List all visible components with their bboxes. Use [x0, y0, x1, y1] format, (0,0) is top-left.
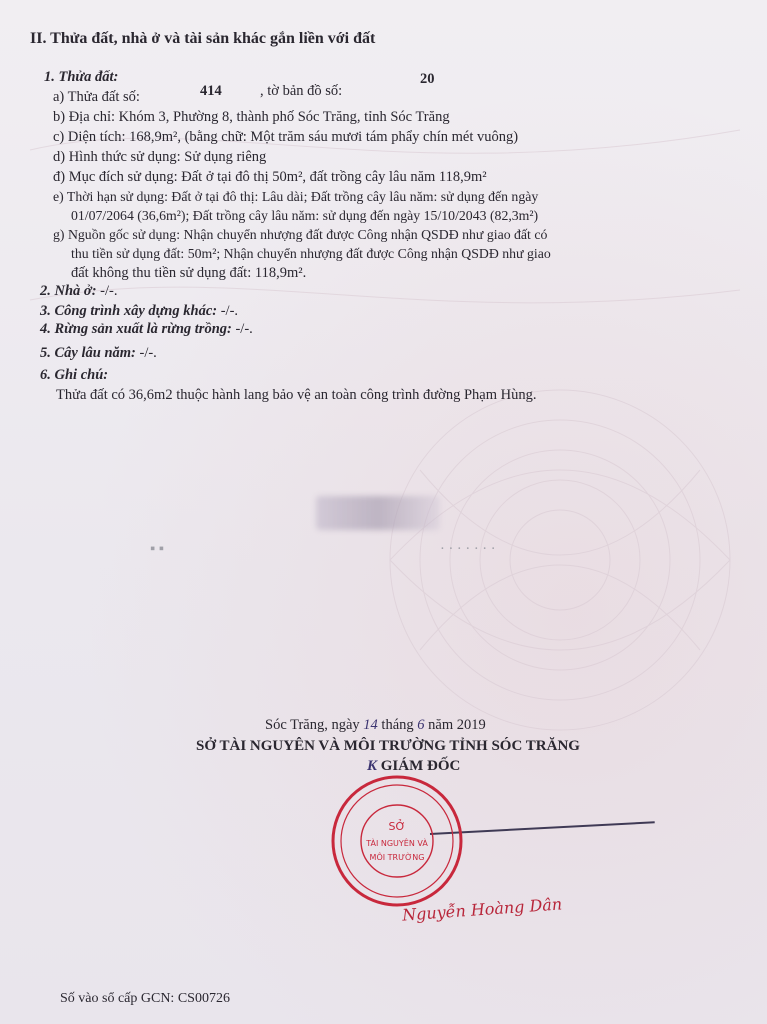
other-construction-value: -/-. — [220, 303, 239, 319]
other-construction-row — [40, 302, 238, 320]
watermark-logo — [316, 496, 440, 530]
usage-form-line: d) Hình thức sử dụng: Sử dụng riêng — [53, 149, 267, 165]
map-sheet-label: , tờ bản đồ số: — [260, 83, 343, 99]
planted-forest-label: 4. Rừng sản xuất là rừng trồng: — [40, 321, 232, 337]
perennial-trees-value: -/-. — [139, 345, 157, 361]
planted-forest-value: -/-. — [235, 321, 253, 337]
year-label: năm 2019 — [428, 717, 486, 733]
perennial-trees-label: 5. Cây lâu năm: — [40, 345, 136, 361]
perennial-trees-row — [40, 344, 157, 362]
sign-month: 6 — [417, 717, 425, 733]
seal-text-3: MÔI TRƯỜNG — [369, 853, 425, 862]
official-red-seal — [328, 772, 466, 910]
role-title: GIÁM ĐỐC — [380, 758, 461, 774]
usage-purpose-line: đ) Mục đích sử dụng: Đất ở tại đô thị 50m², đất trồng cây lâu năm 118,9m² — [53, 169, 487, 185]
house-label: 2. Nhà ở: — [40, 283, 97, 299]
note-text: Thửa đất có 36,6m2 thuộc hành lang bảo vệ an toàn công trình đường Phạm Hùng. — [56, 387, 537, 403]
seal-text-2: TÀI NGUYÊN VÀ — [366, 839, 428, 848]
parcel-number-label: a) Thửa đất số: — [53, 89, 140, 105]
sign-day: 14 — [363, 717, 378, 733]
seal-text-1: SỞ — [388, 820, 406, 833]
usage-term-line-2: 01/07/2064 (36,6m²); Đất trồng cây lâu năm: sử dụng đến ngày 15/10/2043 (82,3m²) — [71, 208, 539, 223]
area-line: c) Diện tích: 168,9m², (bằng chữ: Một trăm sáu mươi tám phẩy chín mét vuông) — [53, 129, 519, 145]
registration-number: Số vào sổ cấp GCN: CS00726 — [60, 991, 230, 1006]
usage-term-line-1: e) Thời hạn sử dụng: Đất ở tại đô thị: Lâu dài; Đất trồng cây lâu năm: sử dụng đến ngày — [53, 189, 539, 204]
place-date-line — [265, 716, 486, 734]
note-label: 6. Ghi chú: — [40, 367, 109, 383]
faded-mark: · · · · · · · — [440, 541, 496, 557]
map-sheet-number: 20 — [420, 71, 435, 87]
house-value: -/-. — [100, 283, 118, 299]
address-line: b) Địa chỉ: Khóm 3, Phường 8, thành phố Sóc Trăng, tỉnh Sóc Trăng — [53, 109, 450, 125]
issuing-agency: SỞ TÀI NGUYÊN VÀ MÔI TRƯỜNG TỈNH SÓC TRĂNG — [196, 738, 580, 754]
role-prefix: K — [367, 758, 378, 774]
section-title: II. Thửa đất, nhà ở và tài sản khác gắn liền với đất — [30, 30, 376, 47]
place-date-prefix: Sóc Trăng, ngày — [265, 717, 360, 733]
parcel-number: 414 — [200, 83, 222, 99]
origin-line-2: thu tiền sử dụng đất: 50m²; Nhận chuyển nhượng đất được Công nhận QSDĐ như giao — [71, 246, 551, 261]
origin-line-1: g) Nguồn gốc sử dụng: Nhận chuyển nhượng đất được Công nhận QSDĐ như giao đất có — [53, 227, 548, 242]
house-row — [40, 282, 117, 300]
planted-forest-row — [40, 320, 253, 338]
month-label: tháng — [381, 717, 414, 733]
other-construction-label: 3. Công trình xây dựng khác: — [40, 303, 218, 319]
origin-line-3: đất không thu tiền sử dụng đất: 118,9m². — [71, 265, 307, 281]
handwritten-signer-name: Nguyễn Hoàng Dân — [401, 894, 563, 925]
faded-mark: ▪ ▪ — [150, 541, 164, 557]
land-title: 1. Thửa đất: — [44, 69, 119, 85]
